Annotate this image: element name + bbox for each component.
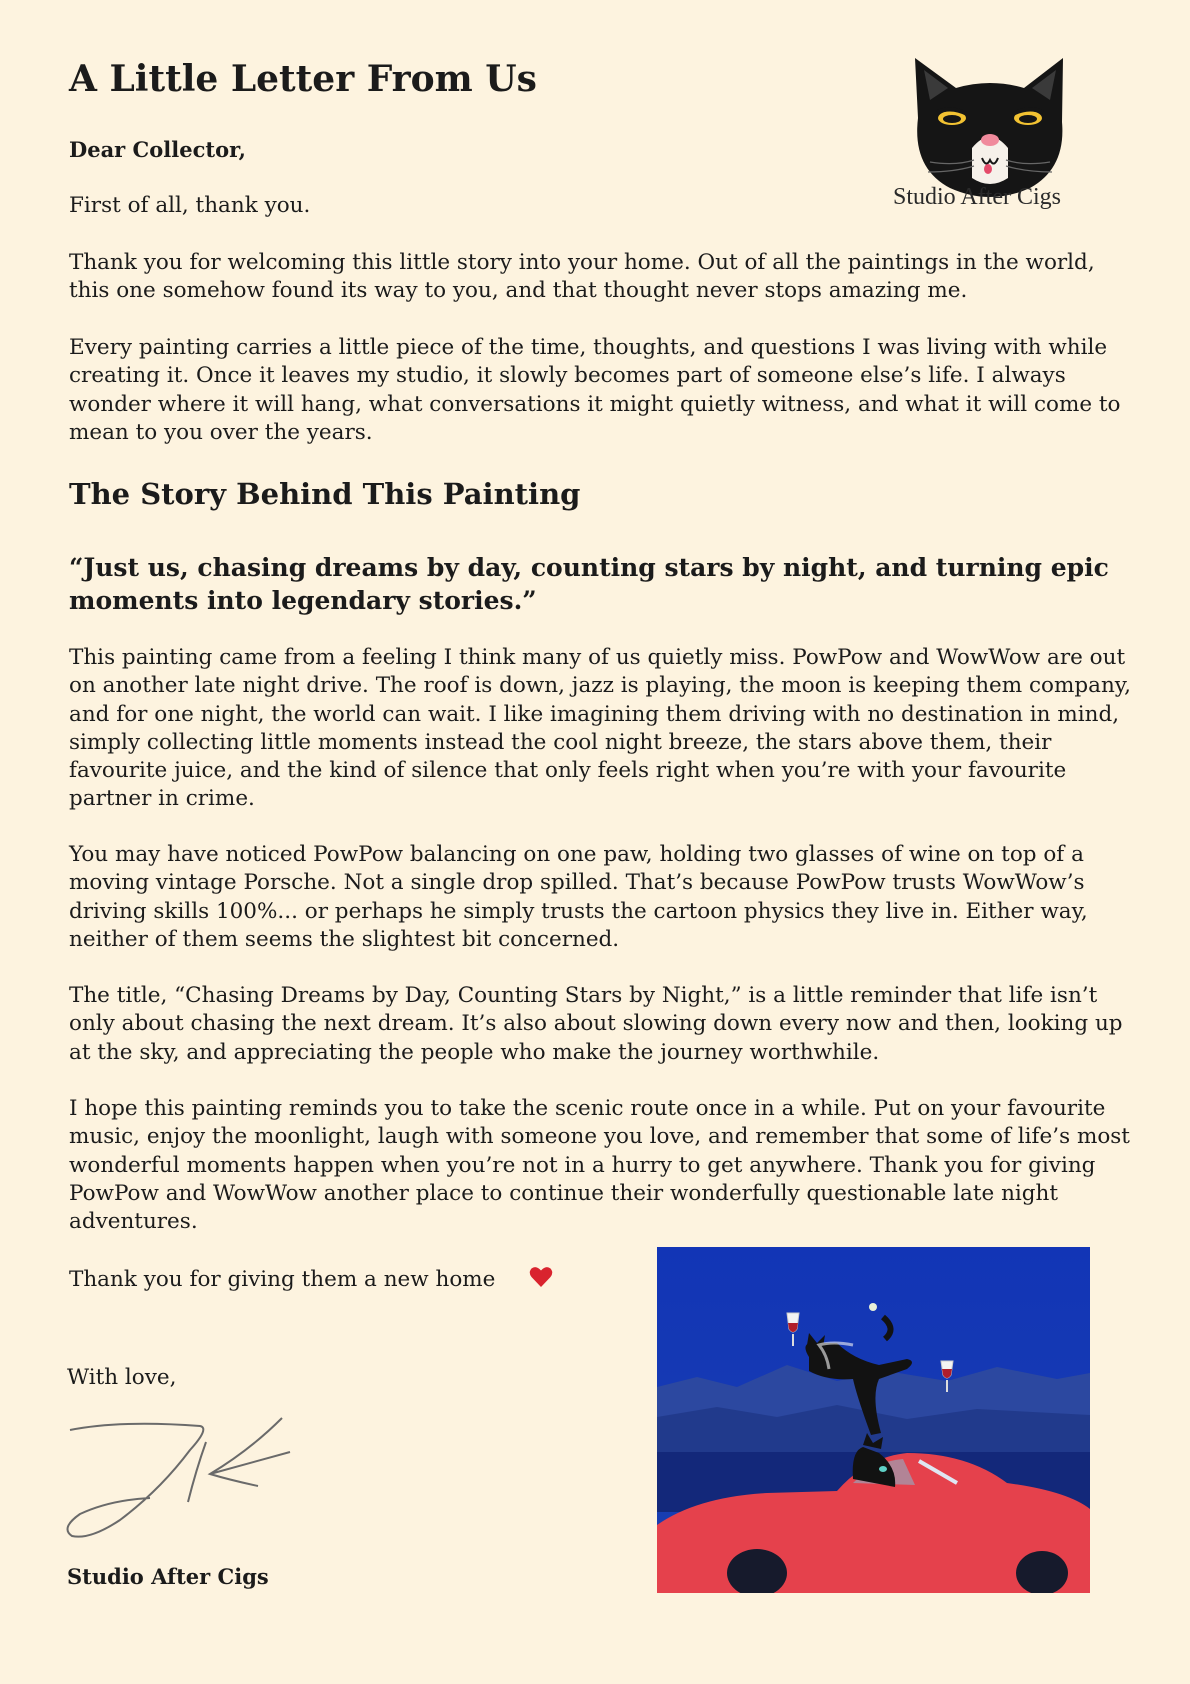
painting-image [657,1247,1090,1593]
thanks-line: Thank you for giving them a new home [69,1267,496,1292]
story-quote: “Just us, chasing dreams by day, counting stars by night, and turning epic moments into legendary stories.” [69,553,1109,615]
story-paragraph-3: The title, “Chasing Dreams by Day, Counting Stars by Night,” is a little reminder that life isn’t only about chasing the next dream. It’s also about slowing down every now and then, looking up at the sky, and appreciating the people who make the journey worthwhile. [69,983,1123,1065]
heart-icon [529,1266,553,1288]
letter-paragraph-1: Thank you for welcoming this little story into your home. Out of all the paintings in the world, this one somehow found its way to you, and that thought never stops amazing me. [69,250,1095,304]
page-title: A Little Letter From Us [69,58,537,100]
logo-studio-name: Studio After Cigs [893,184,1062,210]
letter-paragraph-2: Every painting carries a little piece of the time, thoughts, and questions I was living with while creating it. Once it leaves my studio, it slowly becomes part of someone else’s life. I always wonder where it will hang, what conversations it might quietly witness, and what it will come to mean to you over the years. [69,335,1121,445]
story-heading: The Story Behind This Painting [69,477,581,511]
handwritten-signature [60,1410,300,1550]
story-paragraph-2: You may have noticed PowPow balancing on one paw, holding two glasses of wine on top of a moving vintage Porsche. Not a single drop spilled. That’s because PowPow trusts WowWow’s driving skills 100%... or perhaps he simply trusts the cartoon physics they live in. Either way, neither of them seems the slightest bit concerned. [69,842,1088,952]
sign-off: With love, [67,1365,177,1390]
studio-signature-name: Studio After Cigs [67,1564,269,1589]
story-paragraph-4: I hope this painting reminds you to take the scenic route once in a while. Put on your favourite music, enjoy the moonlight, laugh with someone you love, and remember that some of life’s most wonderful moments happen when you’re not in a hurry to get anywhere. Thank you for giving PowPow and WowWow another place to continue their wonderfully questionable late night adventures. [69,1096,1130,1235]
intro-text: First of all, thank you. [69,193,311,218]
salutation: Dear Collector, [69,137,246,162]
story-paragraph-1: This painting came from a feeling I think many of us quietly miss. PowPow and WowWow are out on another late night drive. The roof is down, jazz is playing, the moon is keeping them company, and for one night, the world can wait. I like imagining them driving with no destination in mind, simply collecting little moments instead the cool night breeze, the stars above them, their favourite juice, and the kind of silence that only feels right when you’re with your favourite partner in crime. [69,645,1131,812]
